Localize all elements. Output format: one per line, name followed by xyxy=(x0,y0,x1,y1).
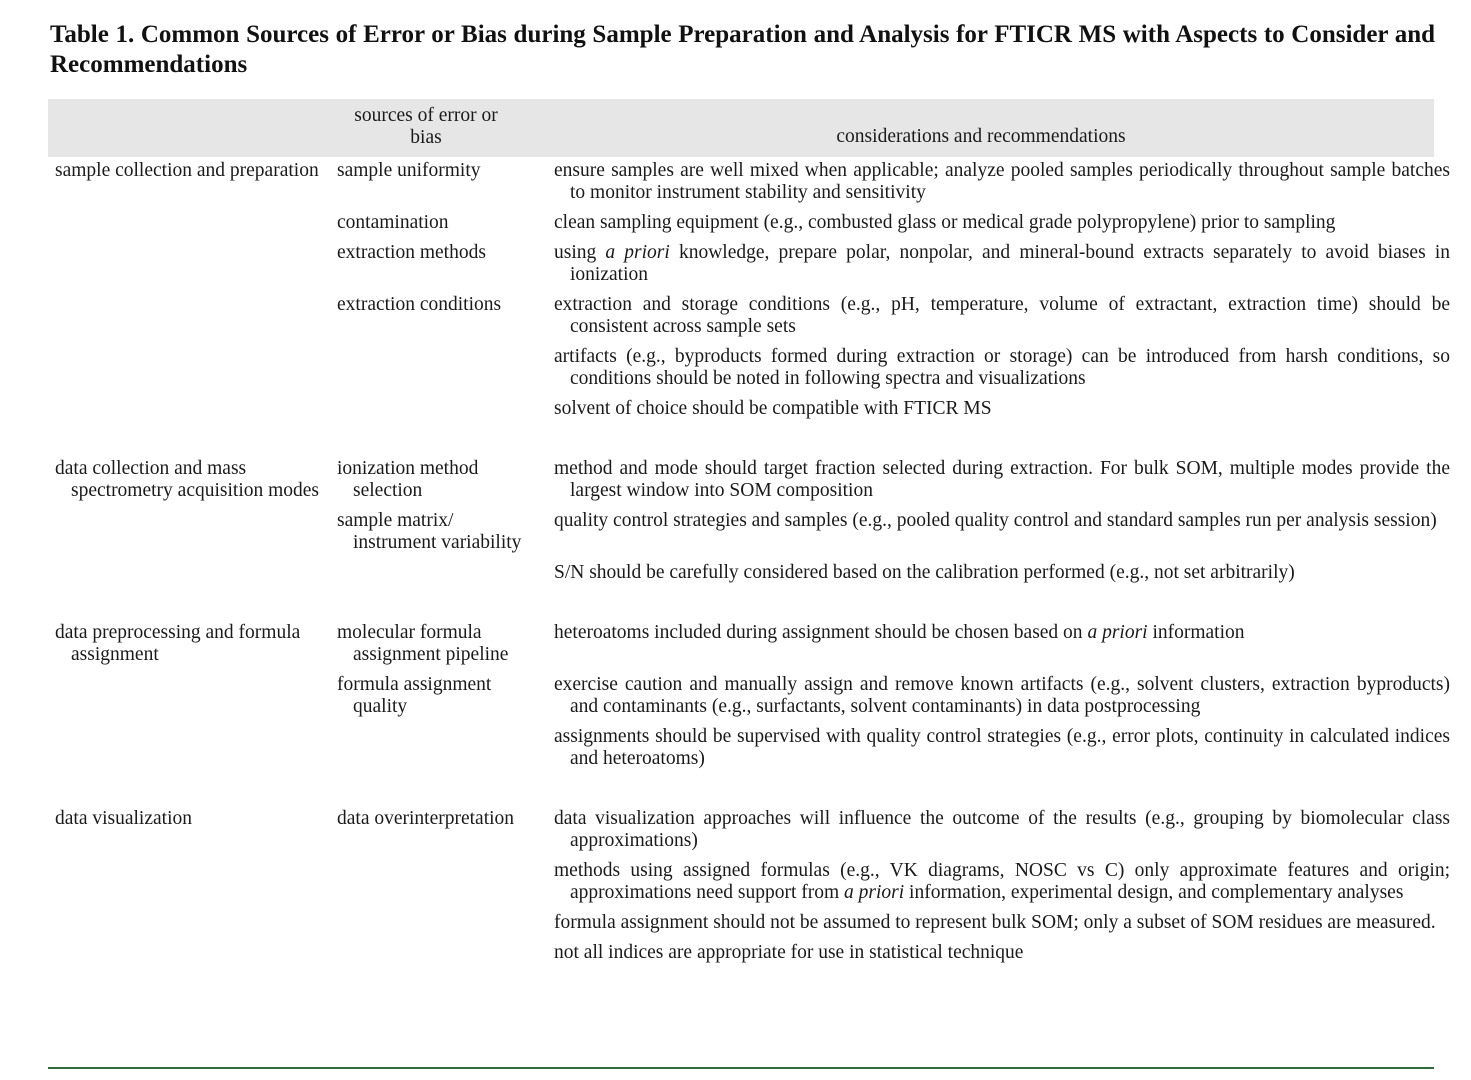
recommendations-cell xyxy=(554,212,1450,234)
rec-emphasis: a priori xyxy=(1087,622,1148,643)
table-bottom-rule xyxy=(48,1067,1434,1069)
recommendation: ensure samples are well mixed when applicable; analyze pooled samples periodically throughout sample batches to monitor instrument stability and sensitivity xyxy=(554,160,1450,203)
table-group-preprocessing xyxy=(48,622,1450,770)
recommendations-cell xyxy=(554,622,1450,666)
rec-text: using xyxy=(554,242,606,263)
table-group-sample-collection xyxy=(48,157,1450,420)
table-header xyxy=(48,99,1434,157)
category-cell: data preprocessing and formula assignment xyxy=(55,622,301,665)
table-row xyxy=(48,294,1450,420)
recommendations-cell xyxy=(554,510,1450,584)
recommendation xyxy=(554,242,1450,286)
recommendations-cell xyxy=(554,674,1450,770)
recommendation: artifacts (e.g., byproducts formed during extraction or storage) can be introduced from harsh conditions, so conditions should be noted in following spectra and visualizations xyxy=(554,346,1450,389)
recommendation: assignments should be supervised with quality control strategies (e.g., error plots, continuity in calculated indices and heteroatoms) xyxy=(554,726,1450,769)
category-cell: data collection and mass spectrometry acquisition modes xyxy=(55,458,320,501)
header-considerations: considerations and recommendations xyxy=(836,126,1126,147)
recommendation: extraction and storage conditions (e.g., pH, temperature, volume of extractant, extraction time) should be consistent across sample sets xyxy=(554,294,1450,337)
recommendation: not all indices are appropriate for use in statistical technique xyxy=(554,942,1024,963)
recommendation xyxy=(554,860,1450,904)
recommendation: S/N should be carefully considered based on the calibration performed (e.g., not set arbitrarily) xyxy=(554,562,1295,583)
rec-emphasis: a priori xyxy=(605,242,670,263)
recommendations-cell xyxy=(554,458,1450,502)
rec-text: information xyxy=(1147,622,1245,643)
source-cell: data overinterpretation xyxy=(337,808,515,829)
rec-emphasis: a priori xyxy=(844,882,905,903)
table-row xyxy=(48,212,1434,234)
category-cell: data visualization xyxy=(55,808,192,829)
table-row xyxy=(48,674,1450,770)
recommendations-cell xyxy=(554,808,1450,964)
rec-text: heteroatoms included during assignment should be chosen based on xyxy=(554,622,1088,643)
header-sources: sources of error or bias xyxy=(354,105,498,148)
source-cell: formula assignment quality xyxy=(337,674,492,717)
source-cell: molecular formula assignment pipeline xyxy=(337,622,509,665)
source-cell: contamination xyxy=(337,212,449,233)
recommendation: quality control strategies and samples (e.g., pooled quality control and standard samples run per analysis session) xyxy=(554,510,1437,531)
category-cell: sample collection and preparation xyxy=(55,160,319,181)
table-row xyxy=(48,242,1450,286)
recommendation: clean sampling equipment (e.g., combusted glass or medical grade polypropylene) prior to sampling xyxy=(554,212,1336,233)
table-row xyxy=(48,808,1450,964)
recommendation: formula assignment should not be assumed to represent bulk SOM; only a subset of SOM residues are measured. xyxy=(554,912,1436,933)
table-caption: Table 1. Common Sources of Error or Bias during Sample Preparation and Analysis for FTICR MS with Aspects to Consider and Recommendations xyxy=(50,21,1435,78)
rec-text: methods using assigned formulas (e.g., VK diagrams, NOSC vs C) only approximate features and origin; approximations need support from xyxy=(554,860,1450,903)
recommendation: data visualization approaches will influence the outcome of the results (e.g., grouping by biomolecular class approximations) xyxy=(554,808,1450,851)
source-cell: ionization method selection xyxy=(337,458,479,501)
recommendations-cell xyxy=(554,160,1450,204)
source-cell: sample uniformity xyxy=(337,160,481,181)
rec-text: information, experimental design, and complementary analyses xyxy=(904,882,1404,903)
recommendation: exercise caution and manually assign and remove known artifacts (e.g., solvent clusters, extraction byproducts) and contaminants (e.g., surfactants, solvent contaminants) in data postprocessing xyxy=(554,674,1450,717)
data-table xyxy=(48,99,1450,964)
table-group-data-collection xyxy=(48,458,1450,584)
source-cell: extraction conditions xyxy=(337,294,502,315)
source-cell: sample matrix/ instrument variability xyxy=(337,510,522,553)
recommendation: method and mode should target fraction selected during extraction. For bulk SOM, multiple modes provide the largest window into SOM composition xyxy=(554,458,1450,501)
recommendation: solvent of choice should be compatible with FTICR MS xyxy=(554,398,992,419)
recommendations-cell xyxy=(554,294,1450,420)
recommendation xyxy=(554,622,1450,644)
table-group-visualization xyxy=(48,808,1450,964)
source-cell: extraction methods xyxy=(337,242,486,263)
recommendations-cell xyxy=(554,242,1450,286)
rec-text: knowledge, prepare polar, nonpolar, and mineral-bound extracts separately to avoid biases in ionization xyxy=(570,242,1450,285)
table-row xyxy=(48,510,1437,584)
